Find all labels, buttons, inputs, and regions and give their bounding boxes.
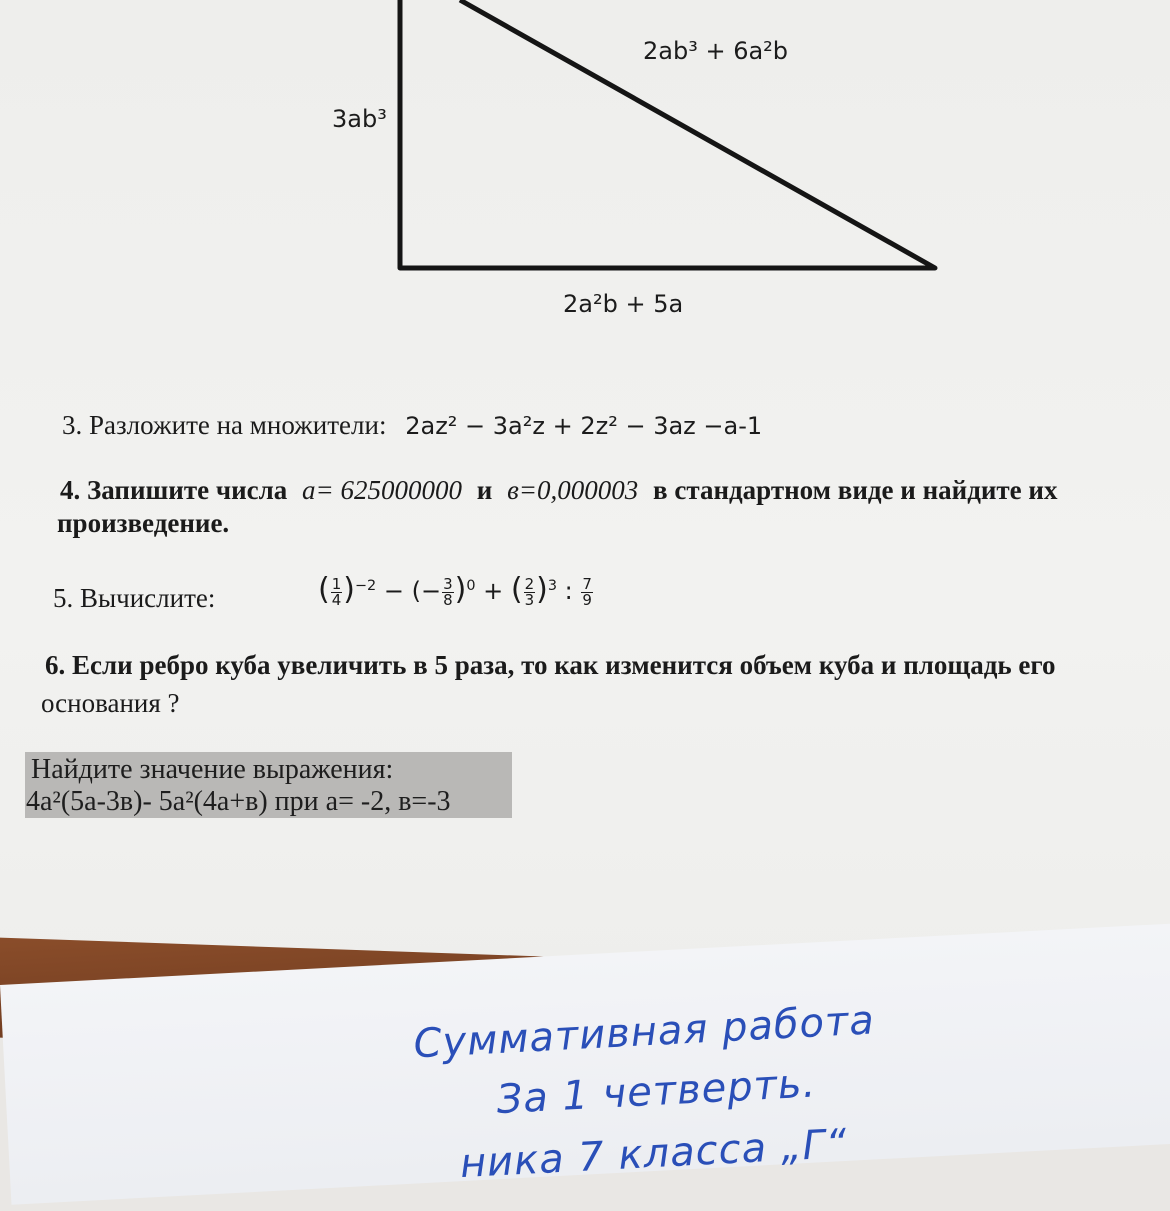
triangle-hypotenuse-label: 2ab³ + 6a²b <box>643 37 789 65</box>
question-5-expression: ( $\frac{1}{4}$ )$^{-2}$ − (− $\frac{3}{8}$ )$^0$ + ( $\frac{2}{3}$ )$^3$ : $\frac{7}{9}$ <box>318 572 592 609</box>
question-4-and: и <box>476 475 493 505</box>
question-4-start: 4. Запишите числа <box>60 475 288 505</box>
fraction-2: $\frac{3}{8}$ <box>443 574 453 609</box>
fraction-3: $\frac{2}{3}$ <box>524 574 535 609</box>
question-6-line-2-text: основания ? <box>41 688 180 718</box>
triangle-left-label: 3ab³ <box>332 105 387 133</box>
fraction-1: $\frac{1}{4}$ <box>331 574 342 609</box>
question-3 <box>62 410 762 441</box>
exponent-3: 3 <box>547 578 558 594</box>
question-3-expression: 2az² − 3a²z + 2z² − 3az −a-1 <box>405 412 763 440</box>
exponent-2: 0 <box>466 578 476 594</box>
question-4-end: в стандартном виде и найдите их <box>653 475 1058 505</box>
operator-2: + <box>483 577 504 605</box>
handwritten-line-1: Суммативная работа <box>412 997 876 1068</box>
task-title: Найдите значение выражения: <box>31 754 394 785</box>
handwritten-line-3: ника 7 класса „Г“ <box>458 1120 849 1188</box>
handwritten-line-2: За 1 четверть. <box>495 1060 818 1124</box>
fraction-4: $\frac{7}{9}$ <box>582 574 592 609</box>
question-6-line-2 <box>41 688 180 719</box>
question-4-line-1 <box>60 475 1057 506</box>
question-4-a-value: a= 625000000 <box>302 475 463 505</box>
question-4-line-2-text: произведение. <box>57 508 230 538</box>
question-6-line-1-text: 6. Если ребро куба увеличить в 5 раза, то как изменится объем куба и площадь его <box>45 650 1056 680</box>
question-3-label: 3. Разложите на множители: <box>62 410 387 440</box>
operator-3: : <box>564 577 573 605</box>
operator-1: − (− <box>383 577 442 605</box>
task-expression: 4a²(5a-3в)- 5a²(4a+в) при a= -2, в=-3 <box>26 786 451 817</box>
exponent-1: −2 <box>354 578 377 594</box>
question-4-b-value: в=0,000003 <box>507 475 639 505</box>
question-5-label: 5. Вычислите: <box>53 583 216 613</box>
question-6-line-1 <box>45 650 1055 681</box>
question-4-line-2 <box>57 508 229 539</box>
triangle-bottom-label: 2a²b + 5a <box>563 290 684 318</box>
